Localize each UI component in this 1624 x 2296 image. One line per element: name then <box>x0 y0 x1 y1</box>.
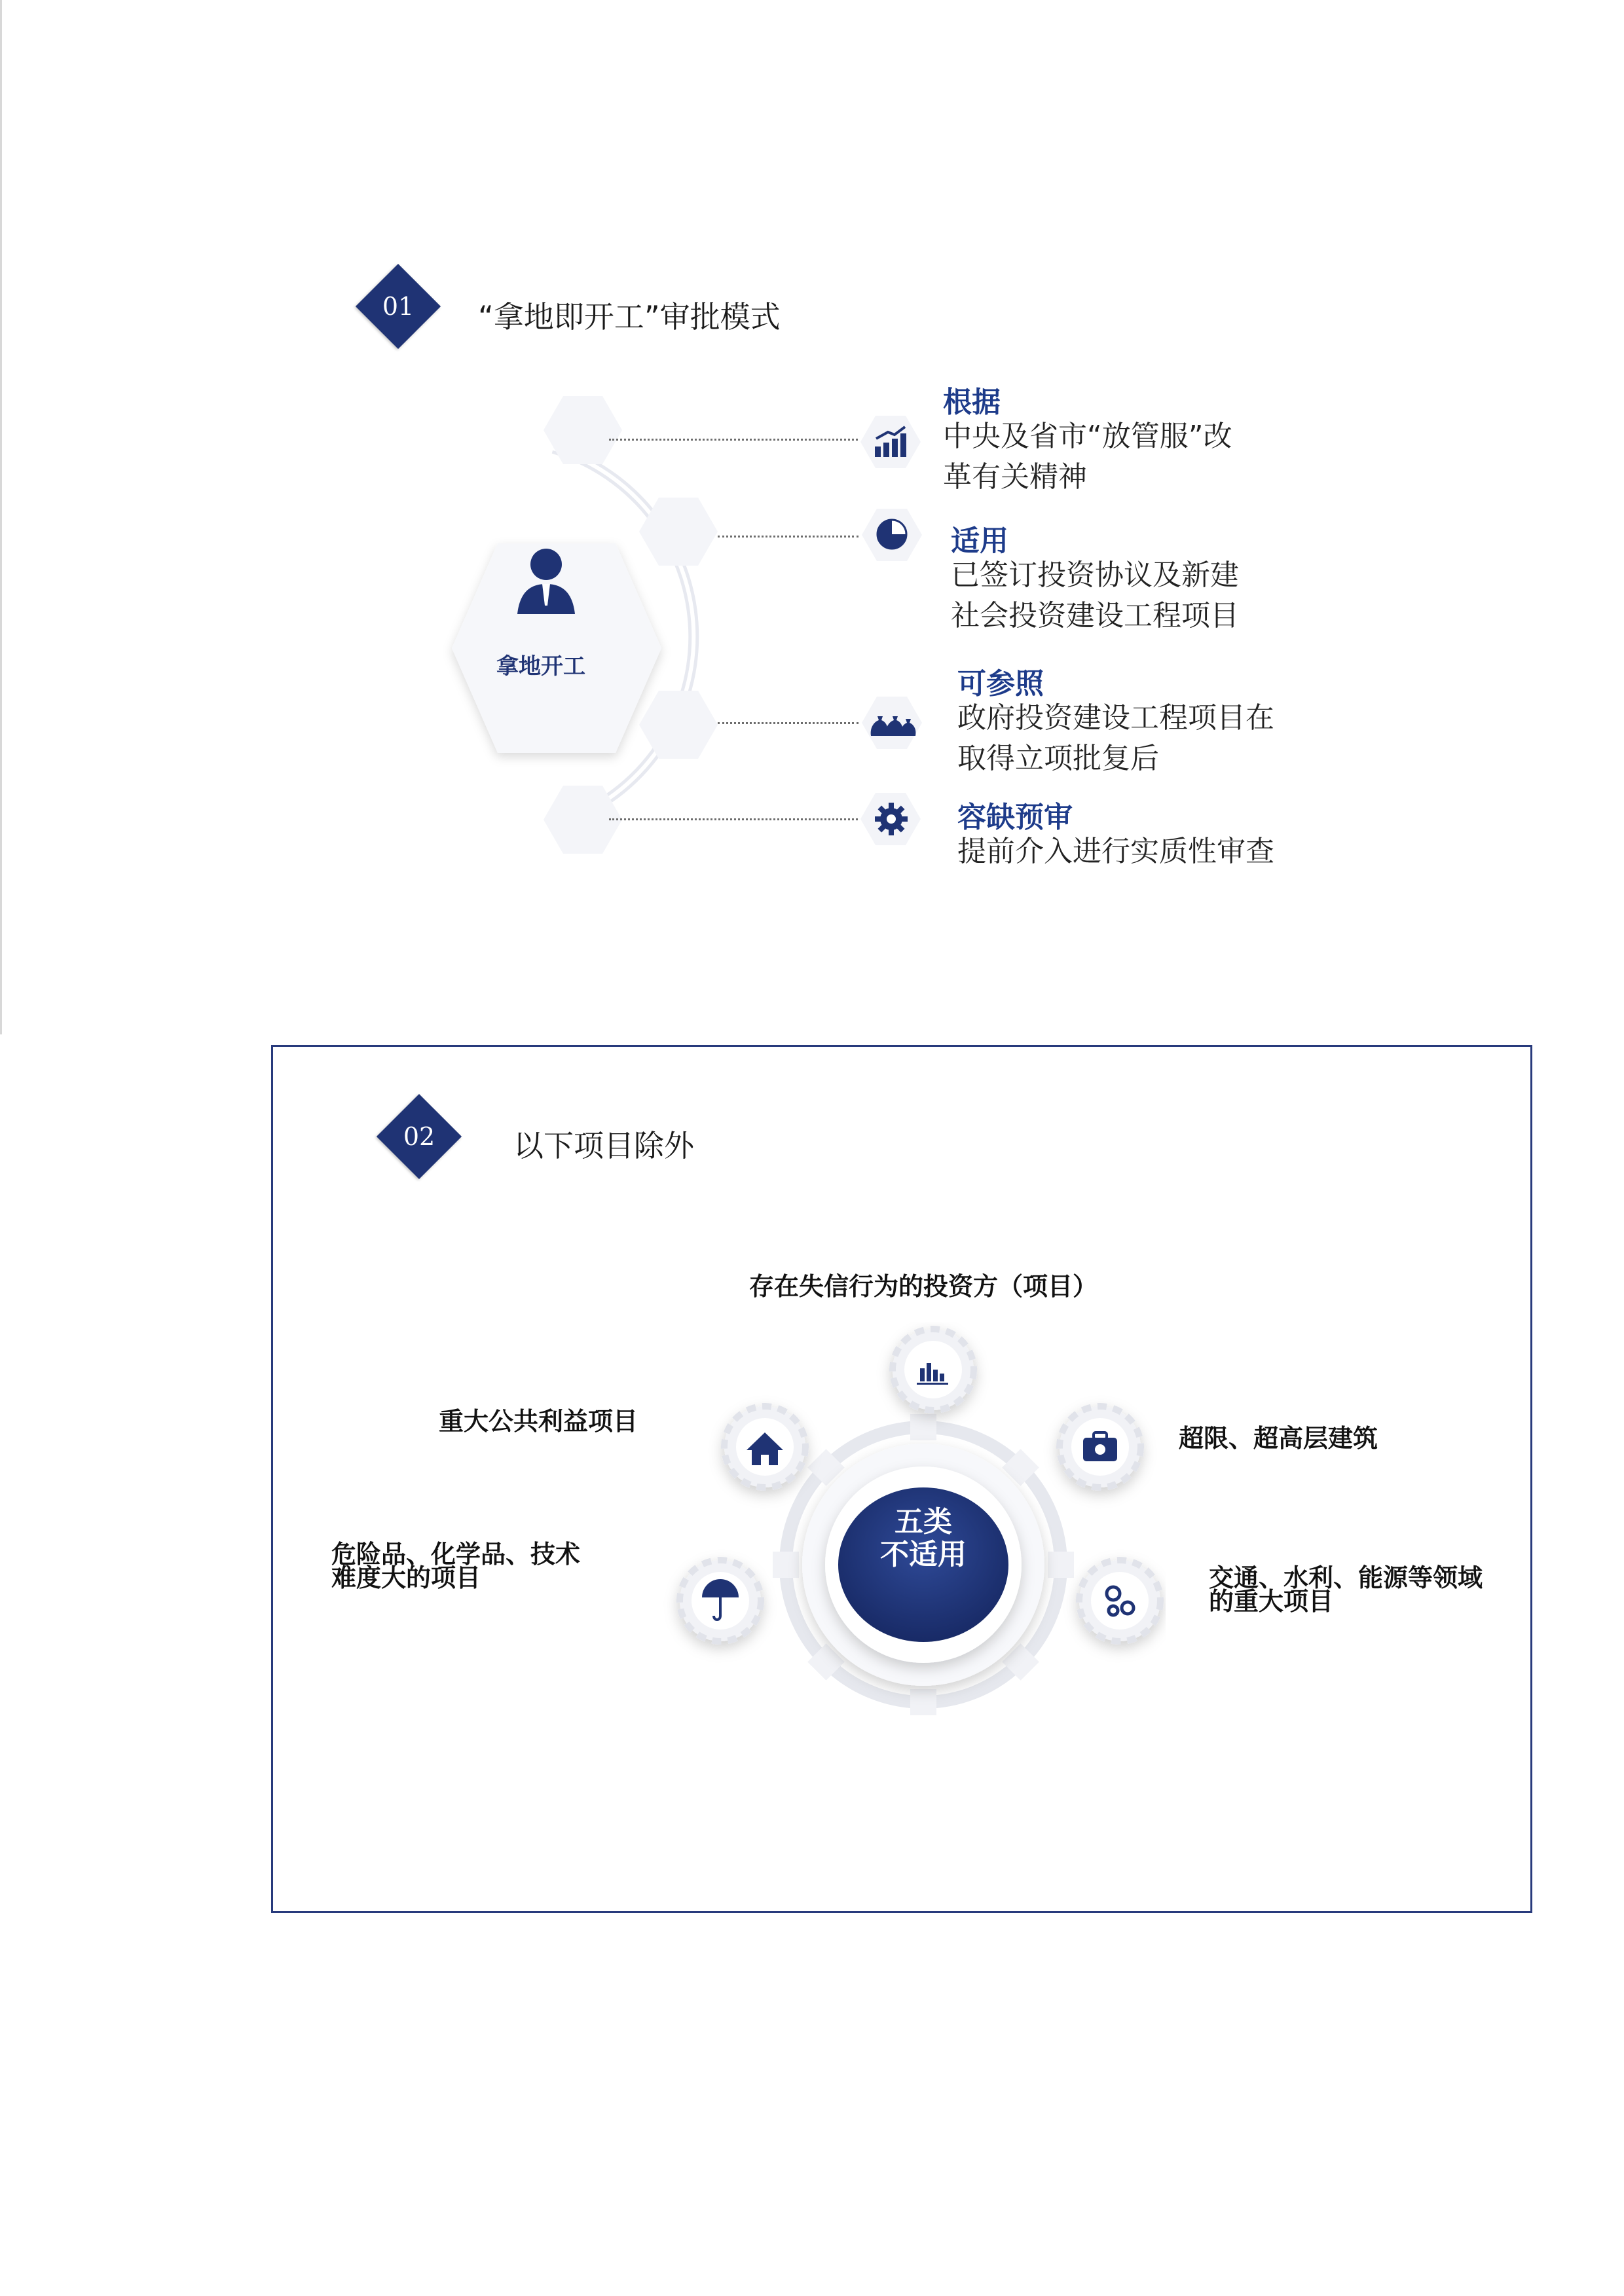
exclusion-label: 存在失信行为的投资方（项目） <box>749 1272 1098 1301</box>
exclusion-label-line: 难度大的项目 <box>331 1563 481 1592</box>
section-title: “拿地即开工”审批模式 <box>478 299 781 335</box>
item-heading: 可参照 <box>957 667 1044 701</box>
money-bags-icon <box>868 707 917 738</box>
item-heading: 适用 <box>951 524 1008 558</box>
item-text: 取得立项批复后 <box>957 742 1159 775</box>
item-text: 已签订投资协议及新建 <box>951 558 1239 592</box>
scan-edge-line <box>0 0 2 1034</box>
exclusion-label: 超限、超高层建筑 <box>1179 1424 1378 1453</box>
connector-line <box>718 536 858 538</box>
bar-chart-icon <box>872 424 909 460</box>
item-heading: 容缺预审 <box>957 801 1073 834</box>
exclusion-label-line: 危险品、化学品、技术 <box>331 1540 581 1569</box>
section-number: 01 <box>382 292 415 321</box>
item-text: 社会投资建设工程项目 <box>951 599 1239 632</box>
item-text: 政府投资建设工程项目在 <box>957 701 1274 735</box>
person-icon <box>513 543 579 615</box>
exclusion-label-line: 交通、水利、能源等领域 <box>1209 1563 1483 1592</box>
section-title: 以下项目除外 <box>513 1128 694 1163</box>
item-text: 革有关精神 <box>943 460 1087 494</box>
connector-line <box>609 439 858 441</box>
center-label: 拿地开工 <box>496 653 585 680</box>
item-text: 中央及省市“放管服”改 <box>943 420 1232 453</box>
section-number: 02 <box>403 1122 435 1151</box>
item-heading: 根据 <box>943 386 1001 419</box>
exclusion-label-line: 的重大项目 <box>1209 1587 1334 1616</box>
item-text: 提前介入进行实质性审查 <box>957 835 1274 868</box>
exclusion-label <box>1209 1563 1483 1616</box>
gear-icon <box>874 801 909 837</box>
exclusion-label <box>331 1542 580 1590</box>
pie-chart-icon <box>874 516 910 553</box>
core-label <box>858 1506 989 1571</box>
exclusion-label: 重大公共利益项目 <box>439 1407 638 1436</box>
core-label-line: 不适用 <box>880 1538 967 1571</box>
core-label-line: 五类 <box>895 1505 952 1539</box>
connector-line <box>609 818 858 820</box>
connector-line <box>718 722 858 724</box>
